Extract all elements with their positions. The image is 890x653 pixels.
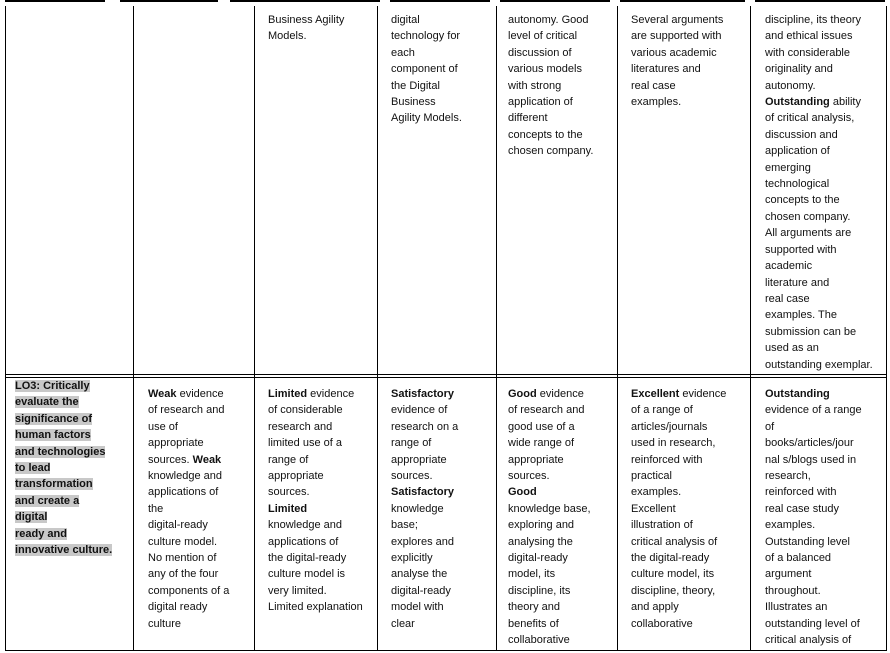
lo3-excellent-cell bbox=[631, 386, 749, 632]
grade-keyword: Outstanding bbox=[765, 388, 830, 400]
lo3-title-line: significance of bbox=[15, 412, 93, 425]
lo3-learning-outcome bbox=[15, 378, 121, 558]
grade-keyword: Limited bbox=[268, 502, 308, 515]
top-border-segment bbox=[500, 0, 610, 2]
cell-text: evidence of research and good use of a wide range of appropriate sources. bbox=[508, 388, 585, 483]
grade-keyword: Limited bbox=[268, 388, 308, 400]
table-bottom-border bbox=[5, 650, 887, 651]
grade-keyword: Satisfactory bbox=[391, 388, 454, 400]
column-border bbox=[133, 6, 134, 651]
cell-text: discipline, its theory and ethical issues with considerable originality and autonomy. bbox=[765, 14, 861, 92]
lo3-weak-cell bbox=[148, 386, 248, 632]
row-divider bbox=[5, 377, 887, 378]
lo3-title-line: and technologies bbox=[15, 445, 106, 458]
top-border-segment bbox=[120, 0, 218, 2]
grade-keyword: Weak bbox=[192, 453, 222, 466]
lo3-title-line: to lead bbox=[15, 462, 51, 475]
cell-text: evidence of research on a range of appropriate sources. bbox=[391, 404, 459, 483]
cell-text: knowledge base; explores and explicitly analyse the digital-ready model with clear bbox=[391, 502, 454, 630]
column-border bbox=[5, 6, 6, 651]
column-border bbox=[886, 6, 887, 651]
top-row-pass-cell: Business Agility Models. bbox=[268, 14, 345, 43]
top-row-excellent-cell: Several arguments are supported with various academic literatures and real case examples. bbox=[631, 14, 724, 109]
grade-keyword: Outstanding bbox=[765, 96, 830, 109]
lo3-title-line: ready and bbox=[15, 527, 67, 540]
top-border-segment bbox=[230, 0, 380, 2]
grade-keyword: Good bbox=[508, 486, 537, 499]
top-row-outstanding-cell bbox=[765, 12, 885, 373]
lo3-satisfactory-cell bbox=[391, 386, 483, 632]
lo3-title-line: transformation bbox=[15, 478, 93, 491]
top-border-segment bbox=[390, 0, 490, 2]
grade-keyword: Excellent bbox=[631, 388, 680, 400]
cell-text: evidence of research and use of appropriate sources. bbox=[148, 388, 225, 466]
top-border-segment bbox=[620, 0, 745, 2]
lo3-title-line: and create a bbox=[15, 494, 80, 507]
top-border-strip bbox=[0, 0, 890, 4]
lo3-title-line: digital bbox=[15, 511, 48, 524]
top-border-segment bbox=[755, 0, 885, 2]
cell-text: knowledge and applications of the digital-ready culture model. No mention of any of the four components of a digital ready culture bbox=[148, 470, 230, 630]
top-row-merit-cell: digital technology for each component of the Digital Business Agility Models. bbox=[391, 14, 462, 125]
column-border bbox=[377, 6, 378, 651]
grade-keyword: Weak bbox=[148, 388, 177, 400]
lo3-title-line: human factors bbox=[15, 429, 91, 442]
lo3-title-line: evaluate the bbox=[15, 396, 79, 409]
cell-text: ability of critical analysis, discussion and application of emerging technological concepts to the chosen company. All arguments are supported with academic literature and real case examples. The submission can be used as an outstanding exemplar. bbox=[765, 96, 873, 371]
cell-text: evidence of a range of articles/journals used in research, reinforced with practical examples. Excellent illustration of critical analysis of the digital-ready culture model, its discipline, theory, and apply collaborative bbox=[631, 388, 727, 630]
column-border bbox=[496, 6, 497, 651]
cell-text: knowledge and applications of the digital-ready culture model is very limited. Limited explanation bbox=[268, 519, 363, 614]
cell-text: evidence of considerable research and limited use of a range of appropriate sources. bbox=[268, 388, 355, 499]
cell-text: knowledge base, exploring and analysing the digital-ready model, its discipline, its theory and benefits of collaborative bbox=[508, 502, 591, 647]
lo3-outstanding-cell bbox=[765, 386, 885, 649]
cell-text: evidence of a range of books/articles/jour nal s/blogs used in research, reinforced with real case study examples. Outstanding level of a balanced argument throughout. Illustrates an outstanding level of critical analysis of bbox=[765, 404, 862, 647]
top-row-good-cell: autonomy. Good level of critical discussion of various models with strong application of different concepts to the chosen company. bbox=[508, 14, 594, 158]
row-divider bbox=[5, 374, 887, 375]
column-border bbox=[750, 6, 751, 651]
grade-keyword: Good bbox=[508, 388, 537, 400]
column-border bbox=[617, 6, 618, 651]
lo3-title-line: LO3: Critically bbox=[15, 380, 90, 392]
lo3-good-cell bbox=[508, 386, 616, 649]
top-border-segment bbox=[5, 0, 105, 2]
lo3-limited-cell bbox=[268, 386, 374, 616]
grade-keyword: Satisfactory bbox=[391, 486, 454, 499]
column-border bbox=[254, 6, 255, 651]
lo3-title-line: innovative culture. bbox=[15, 544, 113, 557]
